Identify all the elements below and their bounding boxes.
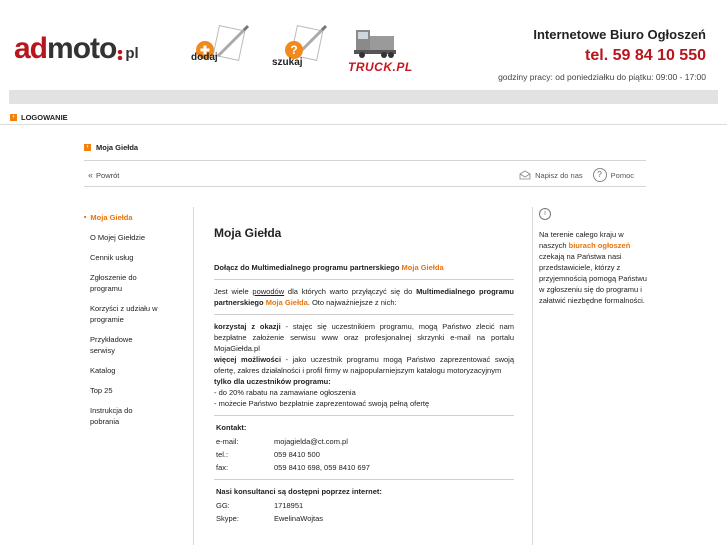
back-link[interactable] bbox=[88, 170, 119, 180]
consultant-skype: EwelinaWojtas bbox=[274, 514, 324, 523]
sidebar-item-zgloszenie[interactable]: Zgłoszenie do programu bbox=[90, 273, 137, 293]
info-text-b: czekają na Państwa nasi przedstawiciele, którzy z przyjemnością pomogą Państwu w zgłoszeniu się do programu i załatwić niezbędne formalności. bbox=[539, 252, 647, 305]
reasons-link[interactable]: powodów bbox=[252, 287, 285, 296]
table-row bbox=[216, 513, 323, 526]
arrow-right-icon: › bbox=[10, 114, 17, 121]
table-row bbox=[216, 449, 370, 462]
benefit-2-text: - jako uczestnik programu mogą Państwo zaprezentować swoją ofertę, zakres działalności i profil firmy w najpopularniejszym katalogu motoryzacyjnym bbox=[214, 355, 514, 375]
consultants-title: Nasi konsultanci są dostępni poprzez internet: bbox=[216, 487, 382, 496]
contact-fax: 059 8410 698, 059 8410 697 bbox=[274, 463, 370, 472]
contact-table bbox=[216, 436, 370, 475]
intro-link[interactable]: Moja Giełda bbox=[401, 263, 444, 272]
contact-email[interactable]: mojagielda@ct.com.pl bbox=[274, 437, 348, 446]
sidebar bbox=[84, 211, 189, 436]
nav-truck-label[interactable]: TRUCK.PL bbox=[348, 60, 413, 74]
divider bbox=[532, 207, 533, 545]
back-label: Powrót bbox=[96, 170, 120, 180]
toolbar bbox=[519, 168, 634, 182]
info-text bbox=[539, 229, 647, 306]
logo-moto: moto bbox=[47, 32, 117, 65]
nav-search[interactable] bbox=[270, 22, 334, 86]
consultant-gg: 1718951 bbox=[274, 501, 304, 510]
divider bbox=[193, 207, 194, 545]
working-hours: godziny pracy: od poniedziałku do piątku: 09:00 - 17:00 bbox=[498, 72, 706, 82]
reasons-paragraph bbox=[214, 286, 514, 308]
login-link[interactable] bbox=[10, 113, 68, 122]
sidebar-item-instrukcja[interactable]: Instrukcja do pobrania bbox=[90, 406, 133, 426]
sidebar-item-top25[interactable]: Top 25 bbox=[90, 386, 113, 395]
consultant-key: Skype: bbox=[216, 514, 239, 523]
consultant-key: GG: bbox=[216, 501, 230, 510]
nav-add[interactable] bbox=[190, 22, 254, 86]
info-panel bbox=[539, 208, 647, 306]
divider bbox=[84, 186, 646, 187]
page-title: Moja Giełda bbox=[214, 226, 282, 240]
phone-number: tel. 59 84 10 550 bbox=[585, 47, 706, 64]
benefit-bullet: - możecie Państwo bezpłatnie zaprezentować swoją pełną ofertę bbox=[214, 399, 430, 408]
benefit-1-title: korzystaj z okazji bbox=[214, 322, 281, 331]
reasons-text-b: dla których warto przyłączyć się do bbox=[284, 287, 417, 296]
envelope-icon bbox=[519, 170, 531, 180]
table-row bbox=[216, 500, 323, 513]
benefits bbox=[214, 321, 514, 409]
svg-text:?: ? bbox=[290, 43, 298, 57]
sidebar-item-o-mojej-gieldzie[interactable]: O Mojej Giełdzie bbox=[90, 233, 146, 242]
sidebar-item-przykladowe-serwisy[interactable]: Przykładowe serwisy bbox=[90, 335, 133, 355]
benefit-bullet: - do 20% rabatu na zamawiane ogłoszenia bbox=[214, 388, 356, 397]
truck-icon bbox=[350, 26, 400, 60]
intro-paragraph bbox=[214, 262, 514, 273]
help-link[interactable]: Pomoc bbox=[610, 170, 634, 180]
logo-ad: ad bbox=[14, 32, 48, 65]
arrow-right-icon: › bbox=[84, 144, 91, 151]
write-to-us-link[interactable]: Napisz do nas bbox=[535, 170, 583, 180]
login-label: LOGOWANIE bbox=[21, 113, 68, 122]
table-row bbox=[216, 436, 370, 449]
divider bbox=[214, 279, 514, 280]
intro-text: Dołącz do Multimedialnego programu partnerskiego bbox=[214, 263, 402, 272]
info-text-a: Na terenie całego kraju w naszych bbox=[539, 230, 624, 250]
divider bbox=[214, 415, 514, 416]
divider bbox=[0, 124, 727, 125]
sidebar-item-korzysci[interactable]: Korzyści z udziału w programie bbox=[90, 304, 158, 324]
nav-search-label: szukaj bbox=[272, 57, 303, 68]
sidebar-item-cennik[interactable]: Cennik usług bbox=[90, 253, 134, 262]
logo-pl: pl bbox=[125, 45, 139, 62]
contact-key: e-mail: bbox=[216, 437, 239, 446]
offices-link[interactable]: biurach ogłoszeń bbox=[568, 241, 631, 250]
reasons-program-link[interactable]: Moja Giełda bbox=[265, 298, 308, 307]
benefit-1-text: - stajęc się uczestnikiem programu, mogą Państwo zlecić nam bezpłatne założenie serwisu www oraz profesjonalnej skrzynki e-mail na portalu MojaGiełda.pl bbox=[214, 322, 514, 353]
info-icon: i bbox=[539, 208, 551, 220]
benefit-2-title: więcej możliwości bbox=[214, 355, 282, 364]
divider bbox=[214, 479, 514, 480]
divider bbox=[214, 314, 514, 315]
reasons-text-c: . Oto najważniejsze z nich: bbox=[307, 298, 397, 307]
divider bbox=[84, 160, 646, 161]
search-pencil-icon bbox=[270, 22, 334, 86]
reasons-bold: Multimedialnego programu partnerskiego bbox=[214, 287, 515, 307]
reasons-text-a: Jest wiele bbox=[214, 287, 253, 296]
logo-dots-icon bbox=[117, 50, 123, 60]
nav-add-label: dodaj bbox=[191, 52, 218, 63]
contact-title: Kontakt: bbox=[216, 423, 247, 432]
table-row bbox=[216, 462, 370, 475]
double-chevron-left-icon: « bbox=[88, 170, 94, 180]
sidebar-item-moja-gielda[interactable]: ■ Moja Giełda bbox=[84, 211, 189, 223]
breadcrumb-current: Moja Giełda bbox=[96, 143, 139, 152]
contact-phone: 059 8410 500 bbox=[274, 450, 320, 459]
site-logo[interactable] bbox=[14, 34, 139, 64]
sidebar-item-katalog[interactable]: Katalog bbox=[90, 366, 116, 375]
office-title: Internetowe Biuro Ogłoszeń bbox=[533, 27, 706, 42]
contact-key: tel.: bbox=[216, 450, 229, 459]
contact-key: fax: bbox=[216, 463, 229, 472]
benefit-3-title: tylko dla uczestników programu: bbox=[214, 377, 331, 386]
consultants-table bbox=[216, 500, 323, 526]
breadcrumb bbox=[84, 143, 138, 152]
header-stripe bbox=[9, 90, 718, 104]
main-content bbox=[214, 228, 514, 526]
help-icon: ? bbox=[593, 168, 607, 182]
